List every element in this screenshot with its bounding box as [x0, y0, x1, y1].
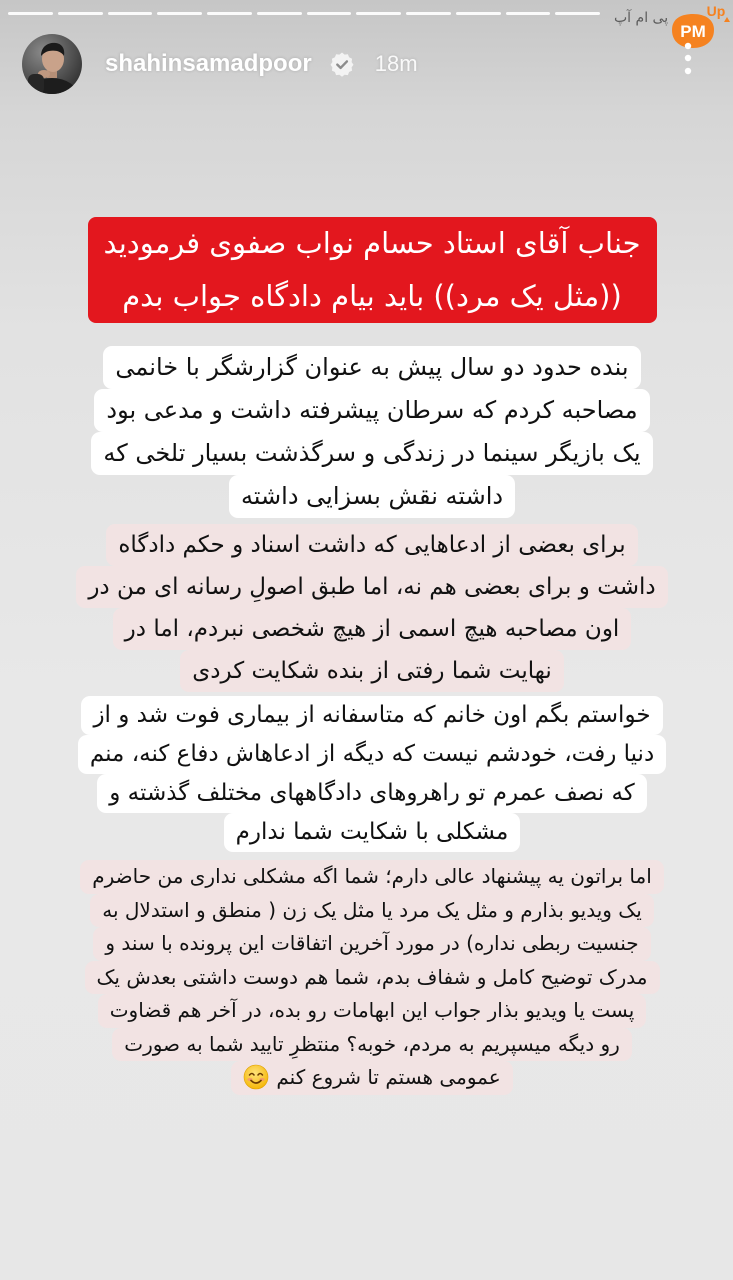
story-progress-segment: [108, 12, 153, 15]
story-text-line: عمومی هستم تا شروع کنم: [276, 1065, 501, 1089]
story-text-block: [12, 524, 732, 692]
story-text-line: اما براتون یه پیشنهاد عالی دارم؛ شما اگه مشکلی نداری من حاضرم: [80, 860, 664, 894]
verified-badge-icon: [329, 51, 355, 77]
story-text-line: رو دیگه میسپریم به مردم، خوبه؟ منتظرِ تایید شما به صورت: [112, 1028, 632, 1062]
story-text-line: یک بازیگر سینما در زندگی و سرگذشت بسیار تلخی که: [91, 432, 652, 475]
story-text-line: نهایت شما رفتی از بنده شکایت کردی: [180, 650, 563, 692]
story-progress-segment: [207, 12, 252, 15]
story-text-line: مشکلی با شکایت شما ندارم: [224, 813, 521, 852]
watermark-mark-sub: Up: [706, 3, 726, 19]
story-text-block: [12, 696, 732, 852]
story-progress-segment: [58, 12, 103, 15]
story-progress-segment: [257, 12, 302, 15]
story-text-line: برای بعضی از ادعاهایی که داشت اسناد و حکم دادگاه: [106, 524, 637, 566]
watermark-logo: [612, 0, 733, 52]
avatar[interactable]: [22, 34, 82, 94]
watermark-text: پی ام آپ: [614, 10, 669, 26]
story-text-line: اون مصاحبه هیچ اسمی از هیچ شخصی نبردم، اما در: [113, 608, 632, 650]
story-text-line: مدرک توضیح کامل و شفاف بدم، شما هم دوست داشتی بعدش یک: [85, 961, 660, 995]
story-progress-segment: [157, 12, 202, 15]
story-progress-segment: [8, 12, 53, 15]
story-text-line: ((مثل یک مرد)) باید بیام دادگاه جواب بدم: [122, 279, 622, 313]
story-text-line-last: [231, 1061, 512, 1095]
story-title-block: [12, 217, 732, 323]
story-progress-bar: [8, 12, 600, 15]
story-progress-segment: [456, 12, 501, 15]
story-progress-segment: [406, 12, 451, 15]
more-vertical-icon[interactable]: [678, 40, 698, 80]
post-time: 18m: [374, 51, 418, 76]
story-header: [22, 34, 418, 94]
story-text-line: دنیا رفت، خودشم نیست که دیگه از ادعاهاش دفاع کنه، منم: [78, 735, 666, 774]
story-text-line: داشته نقش بسزایی داشته: [229, 475, 515, 518]
story-text-block: [12, 860, 732, 1095]
watermark-mark: PM: [680, 22, 706, 41]
story-progress-segment: [356, 12, 401, 15]
story-text-line: خواستم بگم اون خانم که متاسفانه از بیماری فوت شد و از: [81, 696, 662, 735]
story-progress-segment: [555, 12, 600, 15]
story-text-line: جناب آقای استاد حسام نواب صفوی فرمودید: [103, 226, 641, 260]
story-progress-segment: [307, 12, 352, 15]
title-highlight: [88, 217, 657, 323]
story-text-line: یک ویدیو بذارم و مثل یک مرد یا مثل یک زن ( منطق و استدلال به: [90, 894, 654, 928]
story-text-line: داشت و برای بعضی هم نه، اما طبق اصولِ رسانه ای من در: [76, 566, 667, 608]
story-progress-segment: [506, 12, 551, 15]
story-text-line: بنده حدود دو سال پیش به عنوان گزارشگر با خانمی: [103, 346, 640, 389]
story-text-line: جنسیت ربطی نداره) در مورد آخرین اتفاقات این پرونده با سند و: [93, 927, 650, 961]
smiling-face-with-smiling-eyes-icon: [243, 1064, 269, 1090]
story-text-line: پست یا ویدیو بذار جواب این ابهامات رو بده، در آخر هم قضاوت: [98, 994, 647, 1028]
pmup-logo-icon: [666, 0, 732, 52]
story-text-line: که نصف عمرم تو راهروهای دادگاههای مختلف گذشته و: [97, 774, 647, 813]
username[interactable]: shahinsamadpoor: [105, 50, 312, 77]
story-text-line: مصاحبه کردم که سرطان پیشرفته داشت و مدعی بود: [94, 389, 649, 432]
story-text-block: [12, 346, 732, 518]
profile-photo-icon: [22, 34, 82, 94]
